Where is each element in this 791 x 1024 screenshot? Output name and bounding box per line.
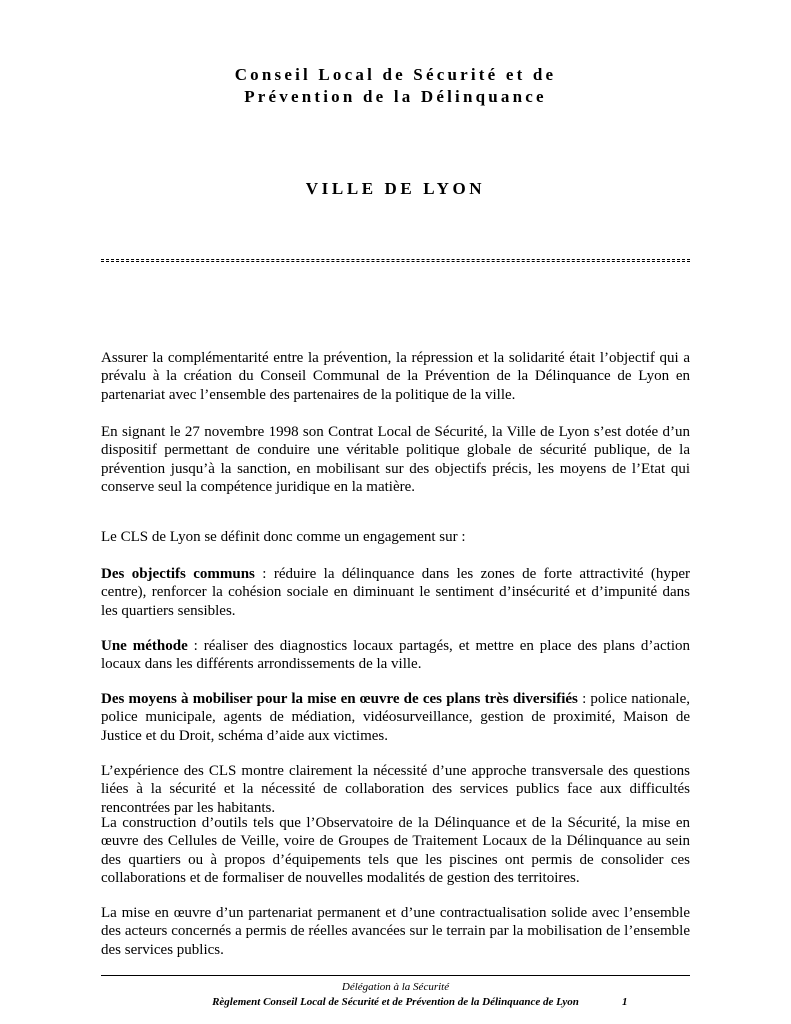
- paragraph-tools: La construction d’outils tels que l’Observatoire de la Délinquance et de la Sécurité, la mise en œuvre des Cellules de Veille, voire de Groupes de Traitement Locaux de la Délinquance au sein des quartiers ou à propos d’équipements tels que les piscines ont permis de consolider ces collaborations et de formaliser de nouvelles modalités de gestion des territoires.: [101, 815, 690, 887]
- paragraph-contract: En signant le 27 novembre 1998 son Contrat Local de Sécurité, la Ville de Lyon s’est dotée d’un dispositif permettant de conduire une véritable politique globale de sécurité publique, de la prévention jusqu’à la sanction, en mobilisant sur des objectifs précis, les moyens de l’Etat qui conserve seul la compétence juridique en la matière.: [101, 424, 690, 496]
- document-title-line-2: Prévention de la Délinquance: [244, 87, 547, 106]
- objectives-text: : réduire la délinquance dans les zones de forte attractivité (hyper centre), renforcer la cohésion sociale en diminuant le sentiment d’insécurité et d’impunité dans les quartiers sensibles.: [101, 566, 690, 619]
- paragraph-intro: Assurer la complémentarité entre la prévention, la répression et la solidarité était l’objectif qui a prévalu à la création du Conseil Communal de la Prévention de la Délinquance de Lyon en partenariat avec l’ensemble des partenaires de la politique de la ville.: [101, 350, 690, 403]
- page-number: 1: [622, 996, 628, 1008]
- paragraph-experience: L’expérience des CLS montre clairement la nécessité d’une approche transversale des questions liées à la sécurité et la nécessité de collaboration des services publics face aux difficultés rencontrées par les habitants.: [101, 763, 690, 816]
- means-heading: Des moyens à mobiliser pour la mise en œuvre de ces plans très diversifiés: [101, 691, 578, 707]
- header-separator: [101, 259, 690, 262]
- paragraph-engagement-intro: Le CLS de Lyon se définit donc comme un engagement sur :: [101, 529, 466, 545]
- document-title-line-1: Conseil Local de Sécurité et de: [234, 65, 557, 84]
- footer-separator: [101, 975, 690, 976]
- objectives-heading: Des objectifs communs: [101, 566, 255, 582]
- footer-department: Délégation à la Sécurité: [341, 981, 450, 993]
- means-text: : police nationale, police municipale, agents de médiation, vidéosurveillance, gestion de proximité, Maison de Justice et du Droit, schéma d’aide aux victimes.: [101, 691, 690, 744]
- footer-document-title: Règlement Conseil Local de Sécurité et de Prévention de la Délinquance de Lyon: [212, 996, 579, 1008]
- paragraph-means: [101, 690, 690, 745]
- paragraph-partnership: La mise en œuvre d’un partenariat permanent et d’une contractualisation solide avec l’ensemble des acteurs concernés a permis de réelles avancées sur le terrain par la mobilisation de l’ensemble des services publics.: [101, 905, 690, 958]
- method-heading: Une méthode: [101, 638, 188, 654]
- paragraph-objectives: [101, 565, 690, 620]
- paragraph-method: [101, 637, 690, 674]
- city-heading: VILLE DE LYON: [305, 179, 486, 198]
- method-text: : réaliser des diagnostics locaux partagés, et mettre en place des plans d’action locaux dans les différents arrondissements de la ville.: [101, 638, 690, 673]
